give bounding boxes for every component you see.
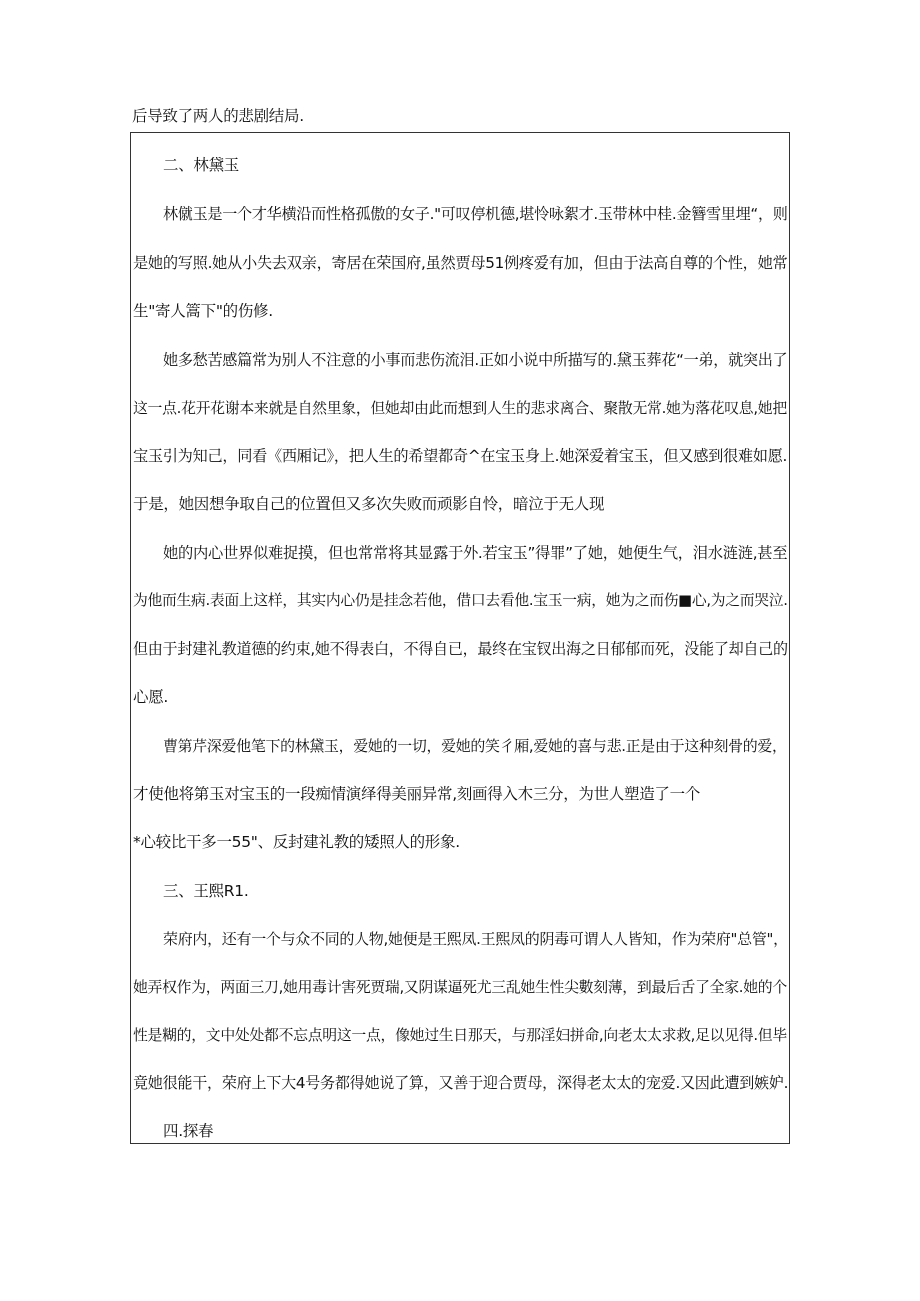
paragraph-line: 但由于封建礼教道德的约束,她不得表白，不得自已，最终在宝钗出海之日郁郁而死，没能了却自己的 xyxy=(133,640,788,658)
lead-text-line: 后导致了两人的悲剧结局. xyxy=(132,107,304,125)
paragraph-line: 林僦玉是一个才华横沿而性格孤傲的女子."可叹停机德,堪怜咏絮才.玉带林中桂.金簪雪里埋“，则 xyxy=(163,205,788,223)
paragraph-line: 这一点.花开花谢本来就是自然里象，但她却由此而想到人生的悲求离合、聚散无常.她为落花叹息,她把 xyxy=(133,399,787,417)
paragraph-line: 为他而生病.表面上这样，其实内心仍是挂念若他，借口去看他.宝玉一病，她为之而伤■心,为之而哭泣. xyxy=(133,592,788,609)
paragraph-line: *心较比干多一55"、反封建礼教的矮照人的形象. xyxy=(133,833,460,851)
paragraph-line: 她的内心世界似难捉摸，但也常常将其显露于外.若宝玉”得罪”了她，她便生气，泪水涟涟,甚至 xyxy=(163,544,788,562)
section-heading: 二、林黛玉 xyxy=(163,156,240,174)
paragraph-line: 生"寄人篙下"的伤修. xyxy=(133,302,273,320)
paragraph-line: 于是，她因想争取自己的位置但又多次失败而顽影自怜，暗泣于无人现 xyxy=(133,495,605,513)
paragraph-line: 曹第芹深爱他笔下的林黛玉，爱她的一切，爱她的笑彳厢,爱她的喜与悲.正是由于这种刻骨的爱， xyxy=(163,737,787,755)
paragraph-line: 心愿. xyxy=(133,688,169,706)
paragraph-line: 她多愁苦感篇常为别人不注意的小事而悲伤流泪.正如小说中所描写的.黛玉葬花“一弟，就突出了 xyxy=(163,351,788,369)
section-heading: 三、王熙R1. xyxy=(163,882,249,900)
paragraph-line: 宝玉引为知己，同看《西厢记》，把人生的希望都奇^在宝玉身上.她深爱着宝玉，但又感到很难如愿. xyxy=(133,447,788,465)
paragraph-line: 才使他将第玉对宝玉的一段痴情演绎得美丽异常,刻画得入木三分，为世人塑造了一个 xyxy=(133,785,701,803)
paragraph-line: 是她的写照.她从小失去双亲，寄居在荣国府,虽然贾母51例疼爱有加，但由于法高自尊的个性，她常 xyxy=(133,254,788,272)
paragraph-line: 竟她很能干，荣府上下大4号务都得她说了算，又善于迎合贾母，深得老太太的宠爱.又因此遭到嫉妒. xyxy=(133,1074,789,1092)
section-heading: 四.探春 xyxy=(163,1122,214,1140)
paragraph-line: 她弄权作为，两面三刀,她用毒计害死贾瑞,又阴谋逼死尤三乱她生性尖數刻薄，到最后舌了全家.她的个 xyxy=(133,978,787,996)
paragraph-line: 荣府内，还有一个与众不同的人物,她便是王熙凤.王熙凤的阴毒可谓人人皆知，作为荣府"总管"， xyxy=(163,930,788,948)
paragraph-line: 性是糊的，文中处处都不忘点明这一点，像她过生日那天，与那淫妇拼命,向老太太求救,足以见得.但毕 xyxy=(133,1026,787,1044)
